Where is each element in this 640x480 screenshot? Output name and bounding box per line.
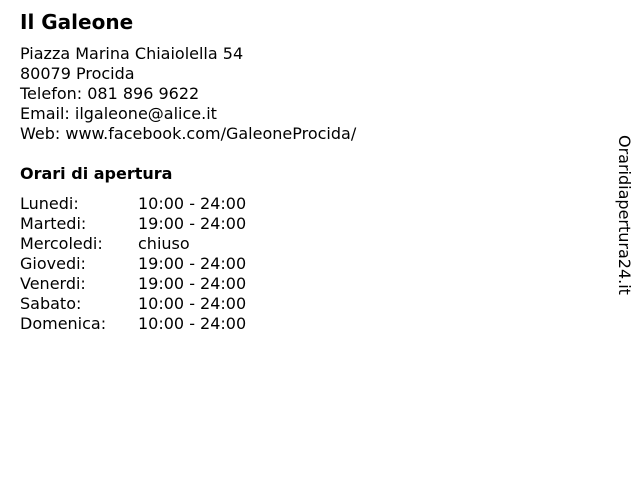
hours-row-friday [20, 274, 246, 294]
time-value: 10:00 - 24:00 [138, 294, 247, 313]
address-line-1: Piazza Marina Chiaiolella 54 [20, 44, 244, 63]
time-value: chiuso [138, 234, 190, 253]
hours-row-sunday [20, 314, 246, 334]
web-line [20, 124, 356, 144]
hours-row-thursday [20, 254, 246, 274]
phone-line [20, 84, 356, 104]
day-label: Sabato: [20, 294, 82, 313]
day-label: Domenica: [20, 314, 107, 333]
email-address: ilgaleone@alice.it [74, 104, 217, 123]
day-label: Giovedi: [20, 254, 86, 273]
time-value: 10:00 - 24:00 [138, 194, 247, 213]
hours-row-wednesday [20, 234, 246, 254]
time-value: 19:00 - 24:00 [138, 254, 247, 273]
time-value: 19:00 - 24:00 [138, 214, 247, 233]
opening-hours-table [20, 194, 246, 334]
hours-row-monday [20, 194, 246, 214]
email-label: Email: [20, 104, 70, 123]
web-label: Web: [20, 124, 61, 143]
day-label: Venerdi: [20, 274, 86, 293]
business-name: Il Galeone [20, 10, 134, 34]
time-value: 19:00 - 24:00 [138, 274, 247, 293]
contact-info [20, 44, 356, 144]
hours-heading: Orari di apertura [20, 164, 173, 183]
site-watermark: Oraridiapertura24.it [615, 135, 634, 295]
phone-number: 081 896 9622 [87, 84, 200, 103]
day-label: Lunedi: [20, 194, 79, 213]
hours-row-saturday [20, 294, 246, 314]
web-address: www.facebook.com/GaleoneProcida/ [65, 124, 357, 143]
day-label: Martedi: [20, 214, 87, 233]
email-line [20, 104, 356, 124]
time-value: 10:00 - 24:00 [138, 314, 247, 333]
phone-label: Telefon: [20, 84, 83, 103]
hours-row-tuesday [20, 214, 246, 234]
day-label: Mercoledi: [20, 234, 103, 253]
address-line-2: 80079 Procida [20, 64, 135, 83]
